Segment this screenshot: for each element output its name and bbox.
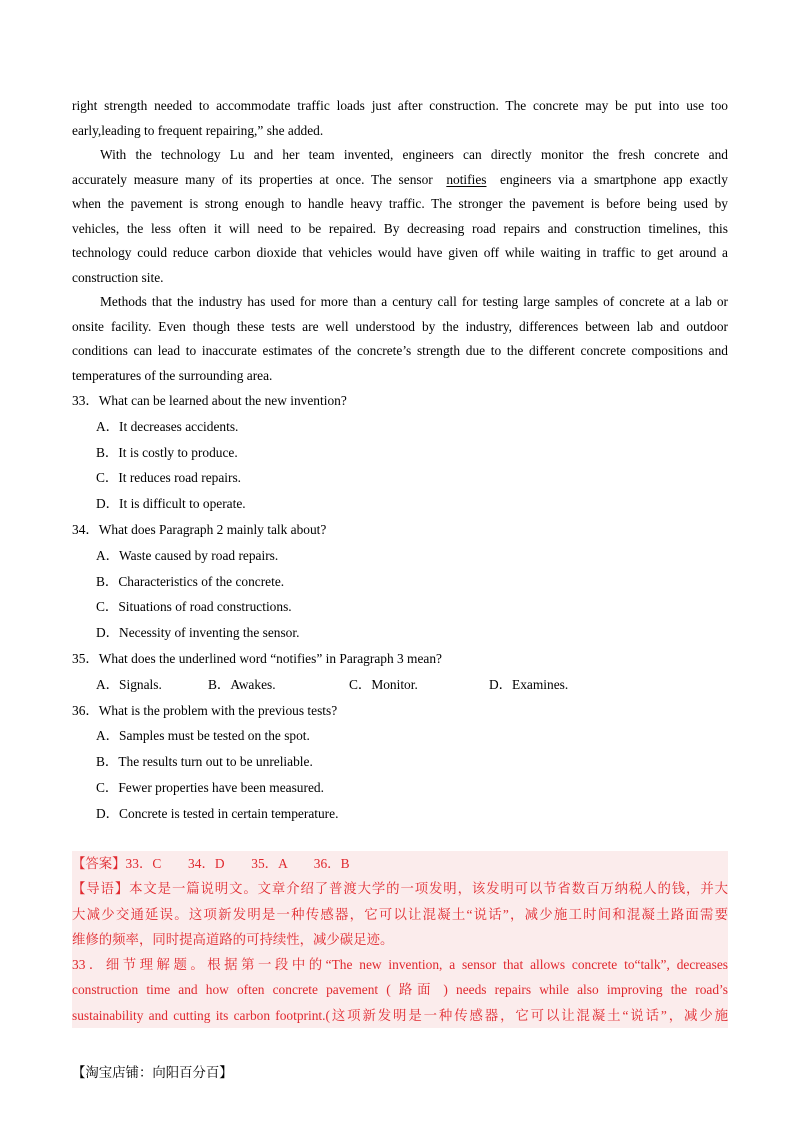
option-b: B．It is costly to produce. xyxy=(96,444,238,460)
question-stem: 35．What does the underlined word “notifies” in Paragraph 3 mean? xyxy=(72,650,442,666)
question-36 xyxy=(72,698,728,827)
passage-p2-line4: vehicles, the less often it will need to be repaired. By decreasing road repairs and construction timelines, this xyxy=(72,220,728,236)
guide-line-3: 维修的频率，同时提高道路的可持续性，减少碳足迹。 xyxy=(72,931,394,947)
passage-p2-line2-start: accurately measure many of its properties at once. The sensor xyxy=(72,171,433,187)
question-34 xyxy=(72,517,728,646)
passage-p3-line2: onsite facility. Even though these tests are well understood by the industry, differences between lab and outdoor xyxy=(72,318,728,334)
passage-p1-line1: right strength needed to accommodate traffic loads just after construction. The concrete may be put into use too xyxy=(72,98,728,113)
passage-p2-line1: With the technology Lu and her team invented, engineers can directly monitor the fresh concrete and xyxy=(100,147,728,162)
question-33 xyxy=(72,388,728,517)
option-row xyxy=(72,672,728,698)
answer-section xyxy=(72,851,728,1028)
option-b: B．Awakes. xyxy=(208,676,276,692)
guide-line-2: 大减少交通延误。这项新发明是一种传感器，它可以让混凝土“说话”，减少施工时间和混凝土路面需要 xyxy=(72,906,728,922)
option-a: A．Waste caused by road repairs. xyxy=(96,547,279,563)
option-d: D．Necessity of inventing the sensor. xyxy=(96,625,300,641)
passage-p2-line2-rest: engineers via a smartphone app exactly xyxy=(500,171,728,187)
option-d: D．Concrete is tested in certain temperature. xyxy=(96,805,339,821)
answer-key: 【答案】33．C 34．D 35．A 36．B xyxy=(72,856,350,871)
explanation-line-1: 33．细节理解题。根据第一段中的“The new invention, a sensor that allows concrete to“talk”, decreases xyxy=(72,957,728,973)
question-stem: 33．What can be learned about the new invention? xyxy=(72,393,347,408)
option-a: A．Signals. xyxy=(96,676,162,692)
passage-p2-line2 xyxy=(72,168,728,193)
page-footer: 【淘宝店铺：向阳百分百】 xyxy=(72,1065,233,1080)
option-c: C．It reduces road repairs. xyxy=(96,470,242,486)
passage-p2-line6: construction site. xyxy=(72,269,164,285)
option-a: A．Samples must be tested on the spot. xyxy=(96,728,310,744)
underlined-word-notifies: notifies xyxy=(446,171,487,187)
passage-p2-line3: when the pavement is strong enough to handle heavy traffic. The stronger the pavement is before being used by xyxy=(72,196,728,211)
passage-p1-line2: early,leading to frequent repairing,” she added. xyxy=(72,122,324,138)
option-c: C．Situations of road constructions. xyxy=(96,599,292,615)
option-d: D．Examines. xyxy=(489,676,569,692)
option-b: B．The results turn out to be unreliable. xyxy=(96,754,313,770)
option-c: C．Fewer properties have been measured. xyxy=(96,779,324,795)
question-stem: 36．What is the problem with the previous tests? xyxy=(72,702,338,718)
passage xyxy=(72,94,728,827)
option-a: A．It decreases accidents. xyxy=(96,418,239,434)
question-stem: 34．What does Paragraph 2 mainly talk about? xyxy=(72,521,327,537)
option-c: C．Monitor. xyxy=(349,676,418,692)
explanation-line-2: construction time and how often concrete pavement ( 路面 ) needs repairs while also improving the road’s xyxy=(72,982,728,998)
passage-p3-line4: temperatures of the surrounding area. xyxy=(72,367,273,383)
passage-p2-line5: technology could reduce carbon dioxide that vehicles would have given off while waiting in traffic to get around a xyxy=(72,245,728,260)
option-b: B．Characteristics of the concrete. xyxy=(96,573,285,589)
passage-p3-line3: conditions can lead to inaccurate estimates of the concrete’s strength due to the different concrete compositions and xyxy=(72,343,728,358)
passage-p3-line1: Methods that the industry has used for more than a century call for testing large samples of concrete at a lab or xyxy=(100,294,728,309)
option-d: D．It is difficult to operate. xyxy=(96,496,246,512)
guide-line-1: 【导语】本文是一篇说明文。文章介绍了普渡大学的一项发明，该发明可以节省数百万纳税人的钱，并大 xyxy=(72,881,728,897)
explanation-line-3: sustainability and cutting its carbon footprint.(这项新发明是一种传感器，它可以让混凝土“说话”，减少施 xyxy=(72,1007,728,1023)
question-35 xyxy=(72,646,728,698)
